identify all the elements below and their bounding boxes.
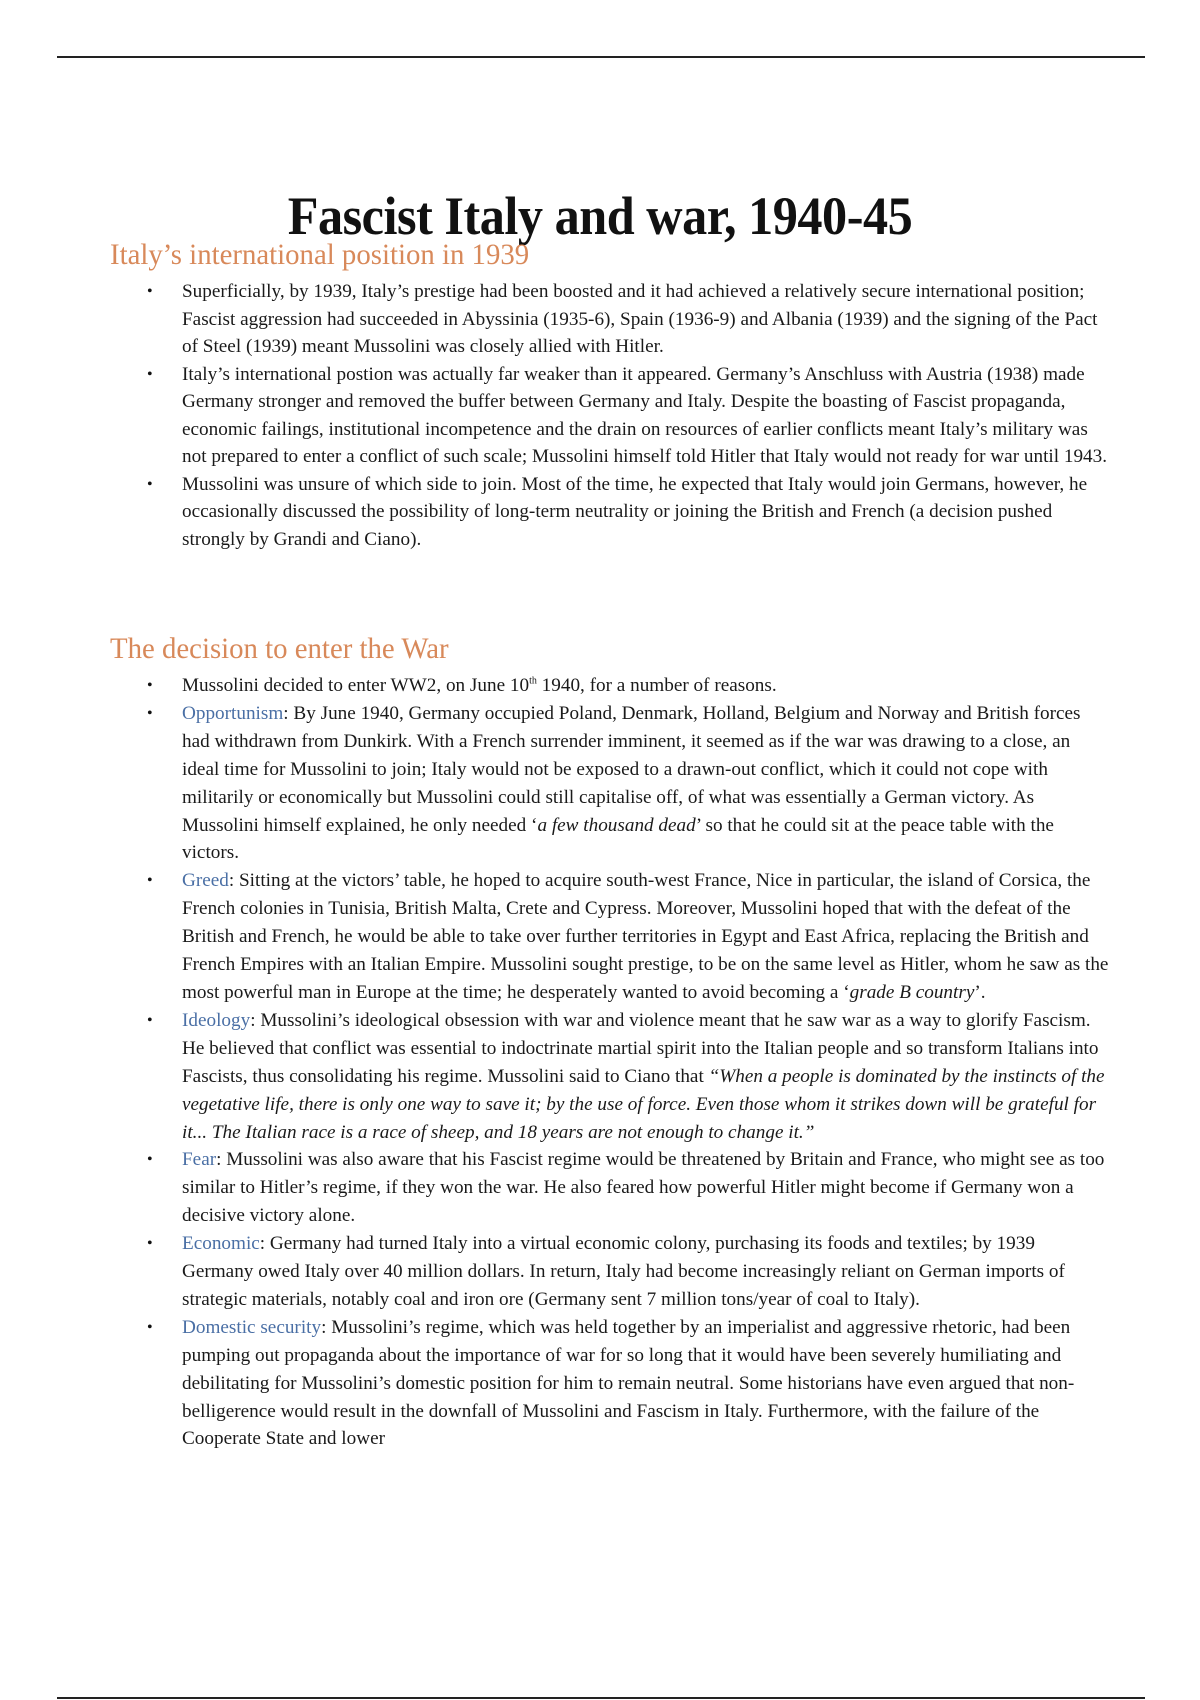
bullet-list	[110, 672, 1110, 1453]
bullet-text: Mussolini decided to enter WW2, on June 10	[182, 675, 530, 696]
bullet-text: : Mussolini’s regime, which was held together by an imperialist and aggressive rhetoric, had been pumping out propaganda about the importance of war for so long that it would have been severely humiliating and debilitating for Mussolini’s domestic position for him to remain neutral. Some historians have even argued that non-belligerence would result in the downfall of Mussolini and Fascism in Italy. Furthermore, with the failure of the Cooperate State and lower	[182, 1316, 1075, 1450]
bullet-text: ’.	[974, 981, 986, 1003]
bullet-text: Superficially, by 1939, Italy’s prestige had been boosted and it had achieved a relatively secure international position; Fascist aggression had succeeded in Abyssinia (1935-6), Spain (1936-9) and Albania (1939) and the signing of the Pact of Steel (1939) meant Mussolini was closely allied with Hitler.	[182, 281, 1098, 357]
section-heading: The decision to enter the War	[110, 632, 449, 665]
bullet-text: : Germany had turned Italy into a virtual economic colony, purchasing its foods and textiles; by 1939 Germany owed Italy over 40 million dollars. In return, Italy had become increasingly reliant on German imports of strategic materials, notably coal and iron ore (Germany sent 7 million tons/year of coal to Italy).	[182, 1233, 1065, 1310]
ordinal-suffix: th	[529, 675, 537, 687]
section-international-position	[110, 236, 1110, 553]
keyword-greed: Greed	[182, 870, 229, 892]
keyword-economic: Economic	[182, 1233, 260, 1255]
bullet-text: Mussolini was unsure of which side to join. Most of the time, he expected that Italy would join Germans, however, he occasionally discussed the possibility of long-term neutrality or joining the British and French (a decision pushed strongly by Grandi and Ciano).	[182, 473, 1088, 550]
document-title: Fascist Italy and war, 1940-45	[287, 186, 913, 247]
list-item	[110, 278, 1110, 361]
list-item	[110, 1314, 1110, 1454]
bullet-icon: •	[147, 475, 153, 493]
list-item	[110, 471, 1110, 554]
header-rule	[57, 56, 1145, 58]
bullet-icon: •	[147, 1011, 153, 1029]
list-item	[110, 867, 1110, 1007]
bullet-list	[110, 278, 1110, 553]
keyword-opportunism: Opportunism	[182, 702, 284, 724]
bullet-text: : Sitting at the victors’ table, he hoped to acquire south-west France, Nice in particular, the island of Corsica, the French colonies in Tunisia, British Malta, Crete and Cypress. Moreover, Mussolini hoped that with the defeat of the British and French, he would be able to take over further territories in Egypt and East Africa, replacing the British and French Empires with an Italian Empire. Mussolini sought prestige, to be on the same level as Hitler, whom he saw as the most powerful man in Europe at the time; he desperately wanted to avoid becoming a ‘	[182, 870, 1109, 1003]
quote-italic: a few thousand dead	[537, 814, 696, 836]
footer-rule	[57, 1697, 1145, 1699]
bullet-icon: •	[147, 704, 153, 722]
bullet-text: : Mussolini was also aware that his Fascist regime would be threatened by Britain and France, who might see as too similar to Hitler’s regime, if they won the war. He also feared how powerful Hitler might become if Germany won a decisive victory alone.	[182, 1149, 1105, 1227]
list-item	[110, 1230, 1110, 1314]
keyword-ideology: Ideology	[182, 1009, 251, 1031]
bullet-icon: •	[147, 1318, 153, 1336]
bullet-text: : By June 1940, Germany occupied Poland, Denmark, Holland, Belgium and Norway and British forces had withdrawn from Dunkirk. With a French surrender imminent, it seemed as if the war was drawing to a close, an ideal time for Mussolini to join; Italy would not be exposed to a drawn-out conflict, which it could not cope with militarily or economically but Mussolini could still capitalise off, of what was essentially a German victory. As Mussolini himself explained, he only needed ‘	[182, 702, 1081, 836]
section-heading: Italy’s international position in 1939	[110, 238, 530, 271]
list-item	[110, 361, 1110, 471]
bullet-text: Italy’s international postion was actually far weaker than it appeared. Germany’s Anschluss with Austria (1938) made Germany stronger and removed the buffer between Germany and Italy. Despite the boasting of Fascist propaganda, economic failings, institutional incompetence and the drain on resources of earlier conflicts meant Italy’s military was not prepared to enter a conflict of such scale; Mussolini himself told Hitler that Italy would not ready for war until 1943.	[182, 363, 1108, 467]
list-item	[110, 672, 1110, 700]
keyword-domestic-security: Domestic security	[182, 1316, 322, 1338]
list-item	[110, 1146, 1110, 1230]
bullet-icon: •	[147, 365, 153, 383]
bullet-text: ’ so that he could sit at the peace table with the victors.	[182, 814, 1054, 864]
keyword-fear: Fear	[182, 1149, 217, 1171]
bullet-icon: •	[147, 1151, 153, 1169]
bullet-icon: •	[147, 872, 153, 890]
bullet-icon: •	[147, 1235, 153, 1253]
quote-italic: “When a people is dominated by the instincts of the vegetative life, there is only one way to save it; by the use of force. Even those whom it strikes down will be grateful for it... The Italian race is a race of sheep, and 18 years are not enough to change it.”	[182, 1065, 1105, 1143]
bullet-text: 1940, for a number of reasons.	[536, 675, 777, 696]
list-item	[110, 700, 1110, 867]
quote-italic: grade B country	[849, 981, 975, 1003]
bullet-icon: •	[147, 677, 153, 694]
bullet-text: : Mussolini’s ideological obsession with war and violence meant that he saw war as a way to glorify Fascism. He believed that conflict was essential to indoctrinate martial spirit into the Italian people and so transform Italians into Fascists, thus consolidating his regime. Mussolini said to Ciano that	[182, 1009, 1099, 1087]
bullet-icon: •	[147, 283, 153, 300]
list-item	[110, 1007, 1110, 1147]
section-decision-to-enter-war	[110, 630, 1110, 1453]
